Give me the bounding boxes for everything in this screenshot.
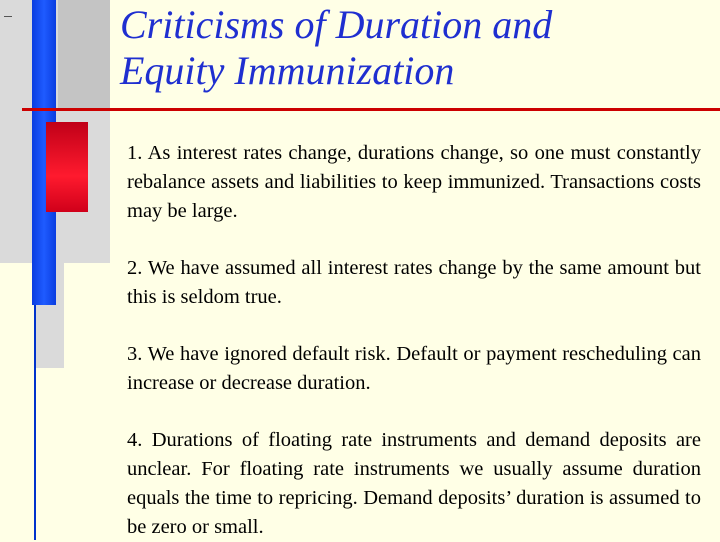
slide-title-line-2: Equity Immunization	[120, 48, 455, 93]
criticism-paragraph-4: 4. Durations of floating rate instruments and demand deposits are unclear. For floating rate instruments we usually assume duration equals the time to repricing. Demand deposits’ duration is assumed to be zero or small.	[127, 429, 701, 538]
title-divider-rule	[22, 108, 720, 111]
decorative-dark-gray-block	[58, 0, 110, 108]
criticism-paragraph-2: 2. We have assumed all interest rates change by the same amount but this is seldom true.	[127, 257, 701, 308]
criticism-paragraph-3: 3. We have ignored default risk. Default or payment rescheduling can increase or decrease duration.	[127, 343, 701, 394]
slide-body	[127, 139, 701, 542]
slide-title-line-1: Criticisms of Duration and	[120, 2, 553, 47]
decorative-red-block	[46, 122, 88, 212]
corner-mark	[4, 16, 12, 17]
slide-title	[120, 2, 710, 94]
criticism-paragraph-1: 1. As interest rates change, durations change, so one must constantly rebalance assets and liabilities to keep immunized. Transactions costs may be large.	[127, 142, 701, 222]
